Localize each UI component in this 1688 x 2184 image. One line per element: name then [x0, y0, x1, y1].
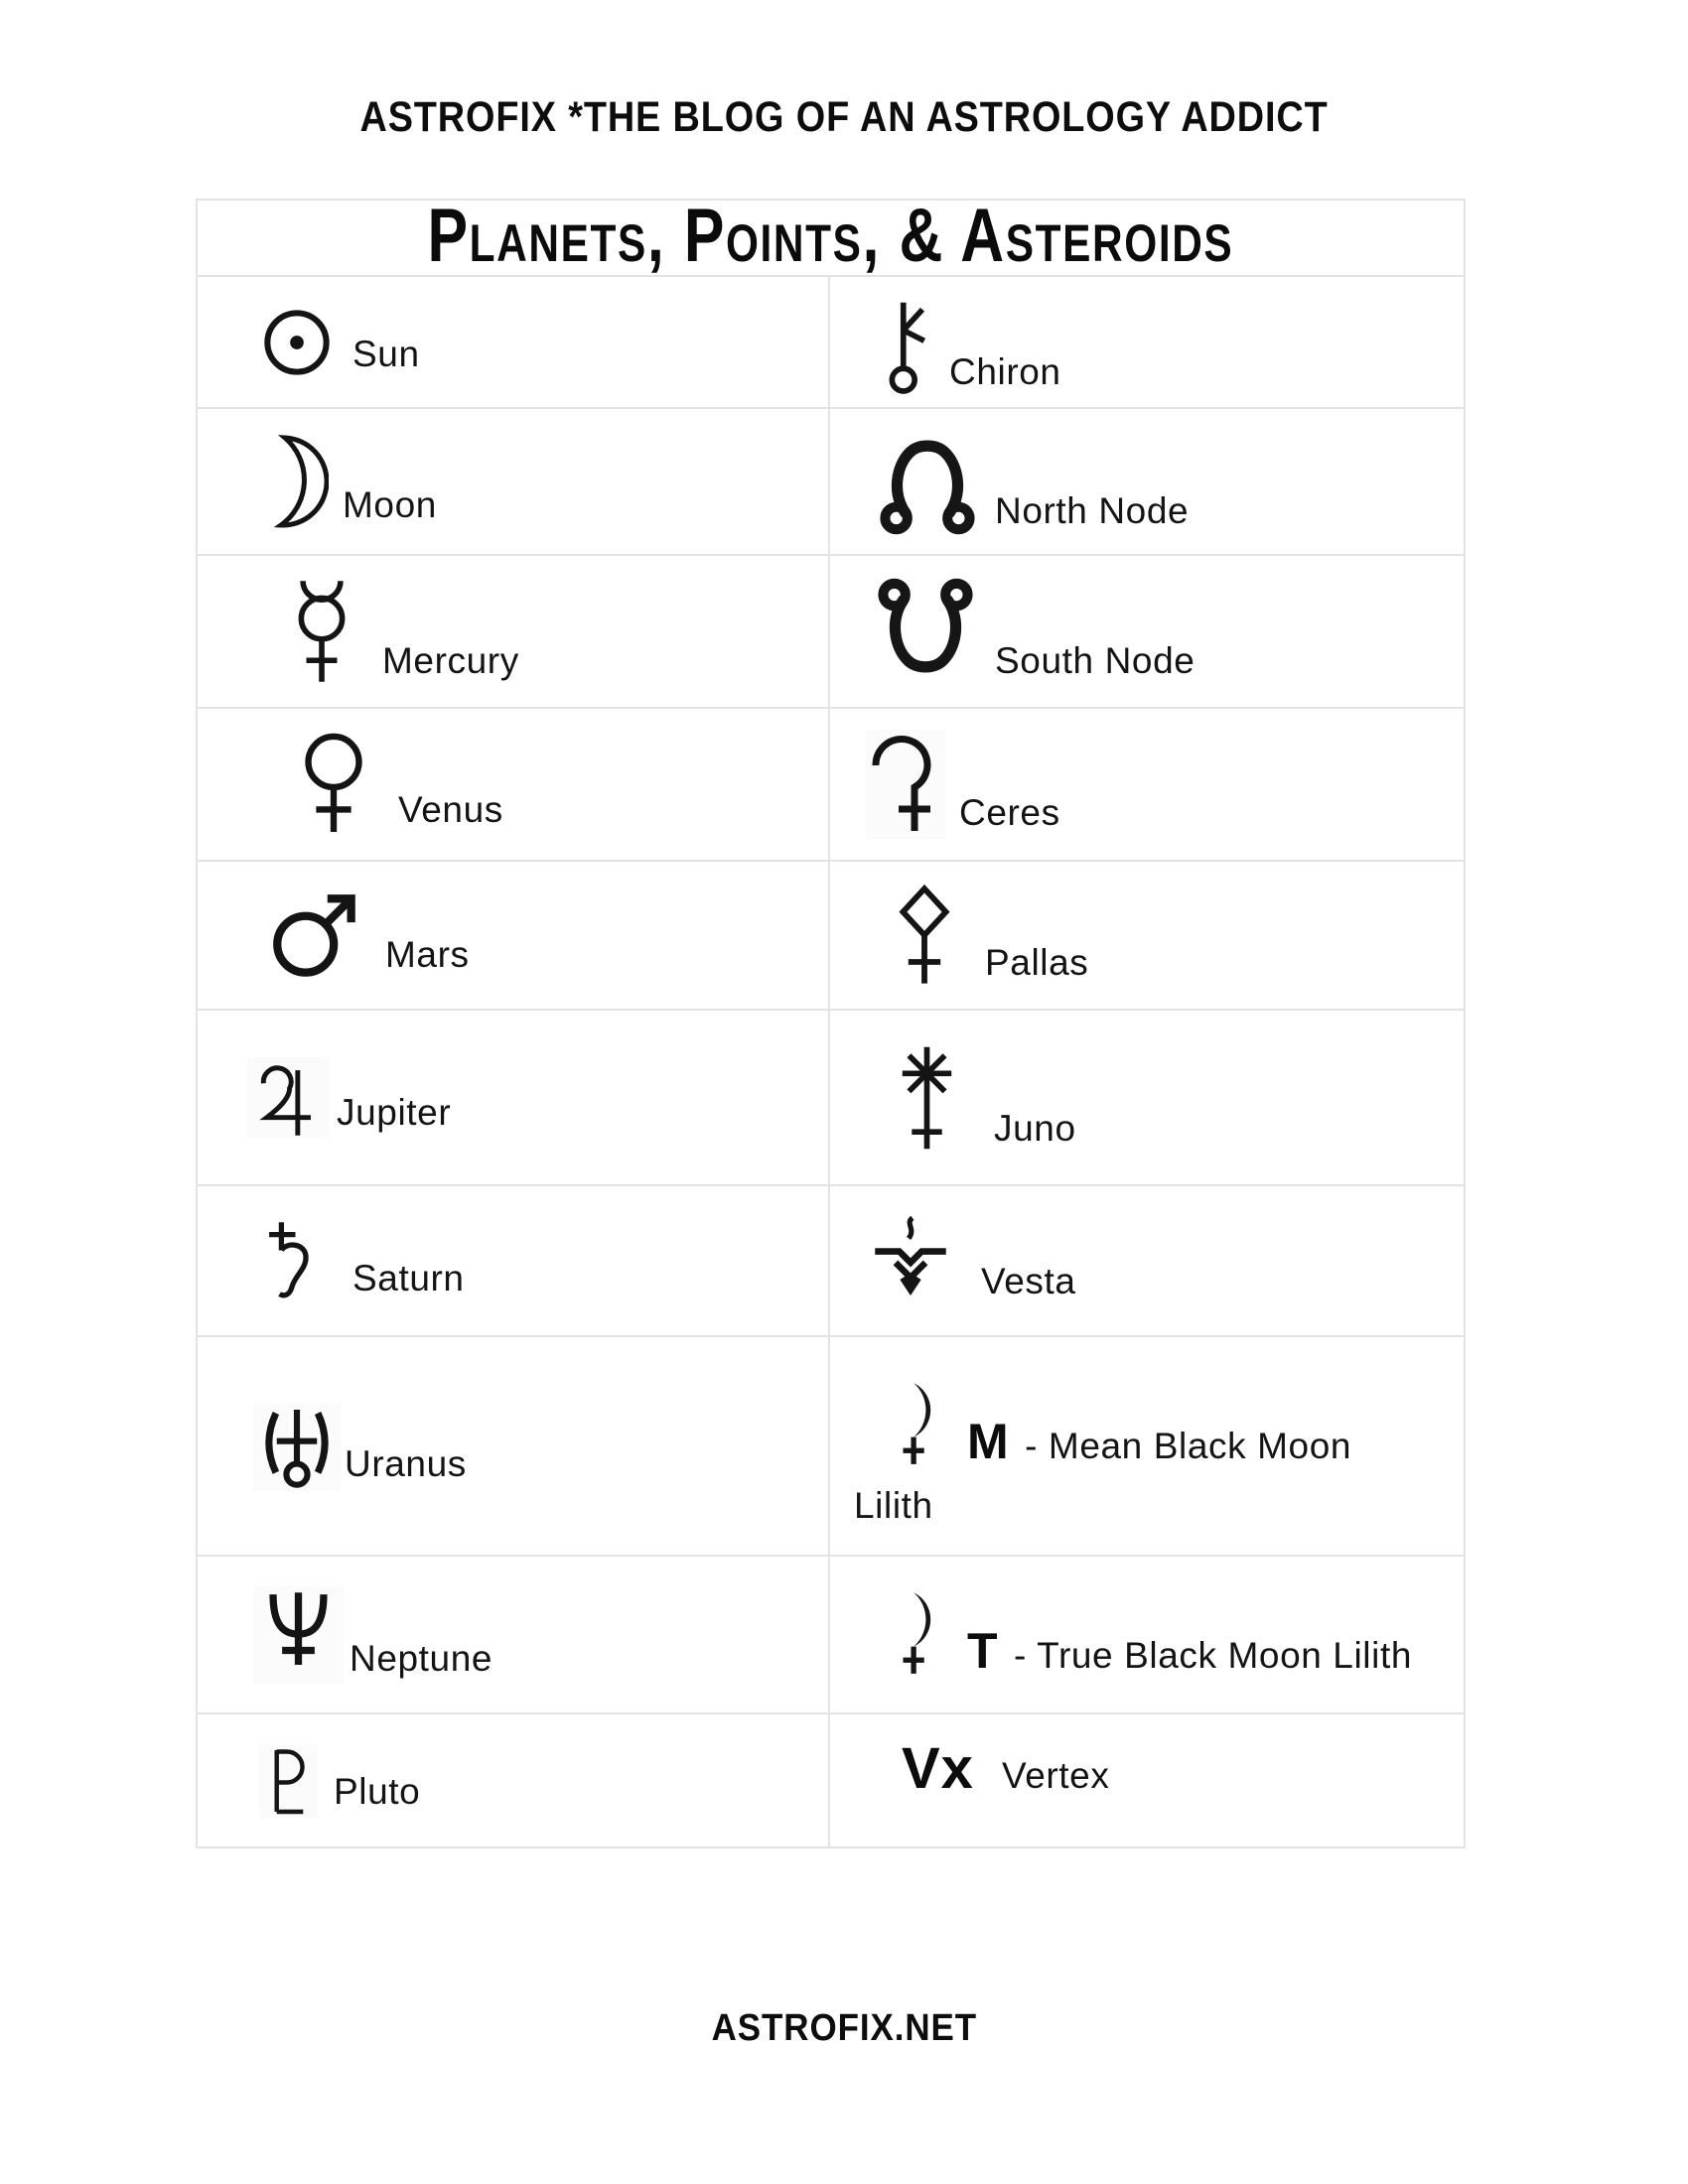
black-moon-lilith-icon [880, 1367, 951, 1480]
moon-entry [249, 432, 437, 531]
neptune-icon [253, 1585, 344, 1685]
cell-true-black-moon-lilith [828, 1555, 1464, 1712]
cell-vertex [828, 1712, 1464, 1846]
symbol-label: Vesta [981, 1261, 1076, 1301]
true-lilith-abbrev: T [967, 1623, 998, 1679]
cell-saturn [198, 1184, 828, 1335]
mean-lilith-abbrev: M [967, 1414, 1009, 1469]
symbol-label: Vertex [1001, 1755, 1110, 1796]
symbol-label: Pallas [985, 942, 1089, 983]
moon-icon [249, 432, 329, 531]
jupiter-entry [247, 1057, 451, 1139]
symbol-label: South Node [995, 640, 1196, 681]
cell-mercury [198, 554, 828, 707]
symbol-label: Mercury [382, 640, 519, 681]
symbol-label: Venus [398, 789, 503, 830]
south-node-entry [870, 576, 1195, 687]
symbol-label: Uranus [345, 1442, 467, 1484]
mars-entry [269, 889, 470, 981]
cell-uranus [198, 1335, 828, 1555]
neptune-entry [253, 1585, 492, 1685]
vertex-entry [902, 1736, 1110, 1802]
mercury-entry [279, 576, 519, 687]
symbol-label: - True Black Moon Lilith [1014, 1635, 1413, 1676]
sun-entry [259, 305, 420, 380]
cell-south-node [828, 554, 1464, 707]
cell-venus [198, 707, 828, 860]
saturn-entry [255, 1217, 465, 1304]
symbol-label: North Node [995, 490, 1190, 531]
cell-moon [198, 407, 828, 554]
chiron-entry [874, 287, 1061, 398]
planets-points-asteroids-table [196, 199, 1466, 1848]
cell-chiron [828, 275, 1464, 407]
venus-entry [285, 733, 503, 836]
cell-pluto [198, 1712, 828, 1846]
uranus-entry [253, 1403, 467, 1490]
symbol-label: Neptune [350, 1637, 493, 1679]
cell-vesta [828, 1184, 1464, 1335]
mercury-icon [279, 576, 364, 687]
saturn-icon [255, 1217, 343, 1304]
vesta-entry [864, 1214, 1076, 1307]
symbol-label: Mars [385, 934, 470, 975]
symbol-label: Saturn [352, 1258, 465, 1298]
cell-mars [198, 860, 828, 1009]
uranus-icon [253, 1403, 341, 1490]
symbol-label: Pluto [334, 1770, 421, 1812]
mars-icon [269, 889, 369, 981]
symbol-label: Sun [352, 333, 420, 374]
chiron-icon [874, 287, 943, 398]
ceres-entry [866, 730, 1060, 839]
table-title-row [198, 201, 1464, 275]
black-moon-lilith-icon [880, 1576, 951, 1690]
pluto-icon [259, 1744, 318, 1818]
vesta-icon [864, 1214, 957, 1307]
north-node-icon [872, 426, 983, 537]
symbol-label: Ceres [959, 792, 1060, 833]
cell-north-node [828, 407, 1464, 554]
cell-juno [828, 1009, 1464, 1184]
cell-sun [198, 275, 828, 407]
cell-mean-black-moon-lilith [828, 1335, 1464, 1555]
cell-neptune [198, 1555, 828, 1712]
cell-jupiter [198, 1009, 828, 1184]
juno-icon [880, 1041, 974, 1155]
north-node-entry [872, 426, 1189, 537]
jupiter-icon [247, 1057, 329, 1139]
venus-icon [285, 733, 382, 836]
cell-pallas [828, 860, 1464, 1009]
symbol-label: - Mean Black Moon Lilith [854, 1426, 1352, 1526]
site-header [0, 93, 1688, 142]
sun-icon [259, 305, 335, 380]
site-header-title: ASTROFIX *THE BLOG OF AN ASTROLOGY ADDICT [359, 93, 1329, 141]
cell-ceres [828, 707, 1464, 860]
pallas-entry [880, 882, 1088, 989]
juno-entry [880, 1041, 1076, 1155]
site-footer [0, 2007, 1688, 2050]
south-node-icon [870, 576, 981, 687]
symbol-label: Moon [343, 484, 437, 525]
site-footer-url: ASTROFIX.NET [711, 2007, 977, 2049]
vertex-symbol: Vx [902, 1736, 974, 1801]
symbol-label: Jupiter [337, 1091, 452, 1133]
symbol-label: Juno [994, 1107, 1076, 1149]
pallas-icon [880, 882, 969, 989]
symbol-label: Chiron [949, 350, 1061, 392]
pluto-entry [259, 1744, 420, 1818]
ceres-icon [866, 730, 945, 839]
table-title: Planets, Points, & Asteroids [427, 201, 1234, 275]
